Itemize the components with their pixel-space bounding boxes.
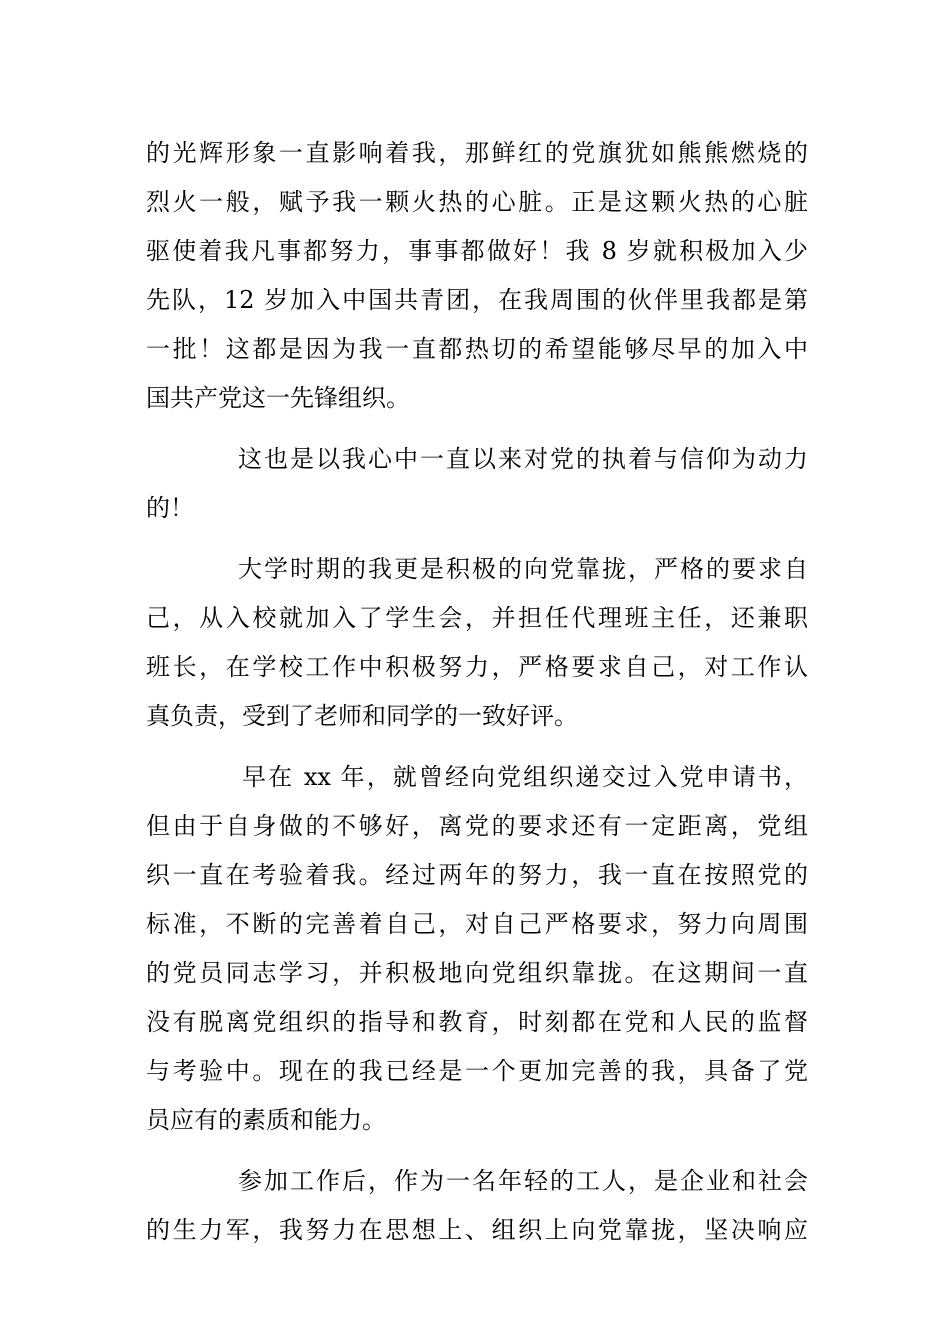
text-line: 参加工作后，作为一名年轻的工人，是企业和社会 <box>238 1167 808 1195</box>
paragraph-2 <box>146 435 808 533</box>
text-line: 班长，在学校工作中积极努力，严格要求自己，对工作认 <box>146 653 808 681</box>
text-line: 的党员同志学习，并积极地向党组织靠拢。在这期间一直 <box>146 959 808 987</box>
paragraph-4 <box>146 753 808 1145</box>
text-line: 大学时期的我更是积极的向党靠拢，严格的要求自 <box>238 555 808 583</box>
text-line: 没有脱离党组织的指导和教育，时刻都在党和人民的监督 <box>146 1008 808 1036</box>
text-line: 驱使着我凡事都努力，事事都做好！我 8 岁就积极加入少 <box>146 237 808 265</box>
text-line: 但由于自身做的不够好，离党的要求还有一定距离，党组 <box>146 812 808 840</box>
paragraph-5 <box>146 1157 808 1255</box>
text-line: 标准，不断的完善着自己，对自己严格要求，努力向周围 <box>146 910 808 938</box>
text-line: 先队，12 岁加入中国共青团，在我周围的伙伴里我都是第 <box>146 286 808 314</box>
text-line: 国共产党这一先锋组织。 <box>146 384 410 412</box>
text-line: 的！ <box>146 494 194 522</box>
paragraph-1 <box>146 129 808 423</box>
text-line: 早在 xx 年，就曾经向党组织递交过入党申请书， <box>242 763 808 791</box>
text-line: 烈火一般，赋予我一颗火热的心脏。正是这颗火热的心脏 <box>146 188 808 216</box>
text-line: 的生力军，我努力在思想上、组织上向党靠拢，坚决响应 <box>146 1216 808 1244</box>
text-line: 己，从入校就加入了学生会，并担任代理班主任，还兼职 <box>146 604 808 632</box>
paragraph-3 <box>146 545 808 741</box>
text-line: 真负责，受到了老师和同学的一致好评。 <box>146 702 578 730</box>
text-line: 这也是以我心中一直以来对党的执着与信仰为动力 <box>238 445 808 473</box>
text-line: 与考验中。现在的我已经是一个更加完善的我，具备了党 <box>146 1057 808 1085</box>
text-line: 员应有的素质和能力。 <box>146 1106 386 1134</box>
text-line: 织一直在考验着我。经过两年的努力，我一直在按照党的 <box>146 861 808 889</box>
text-line: 的光辉形象一直影响着我，那鲜红的党旗犹如熊熊燃烧的 <box>146 139 808 167</box>
text-line: 一批！这都是因为我一直都热切的希望能够尽早的加入中 <box>146 335 808 363</box>
document-body <box>146 129 808 1255</box>
